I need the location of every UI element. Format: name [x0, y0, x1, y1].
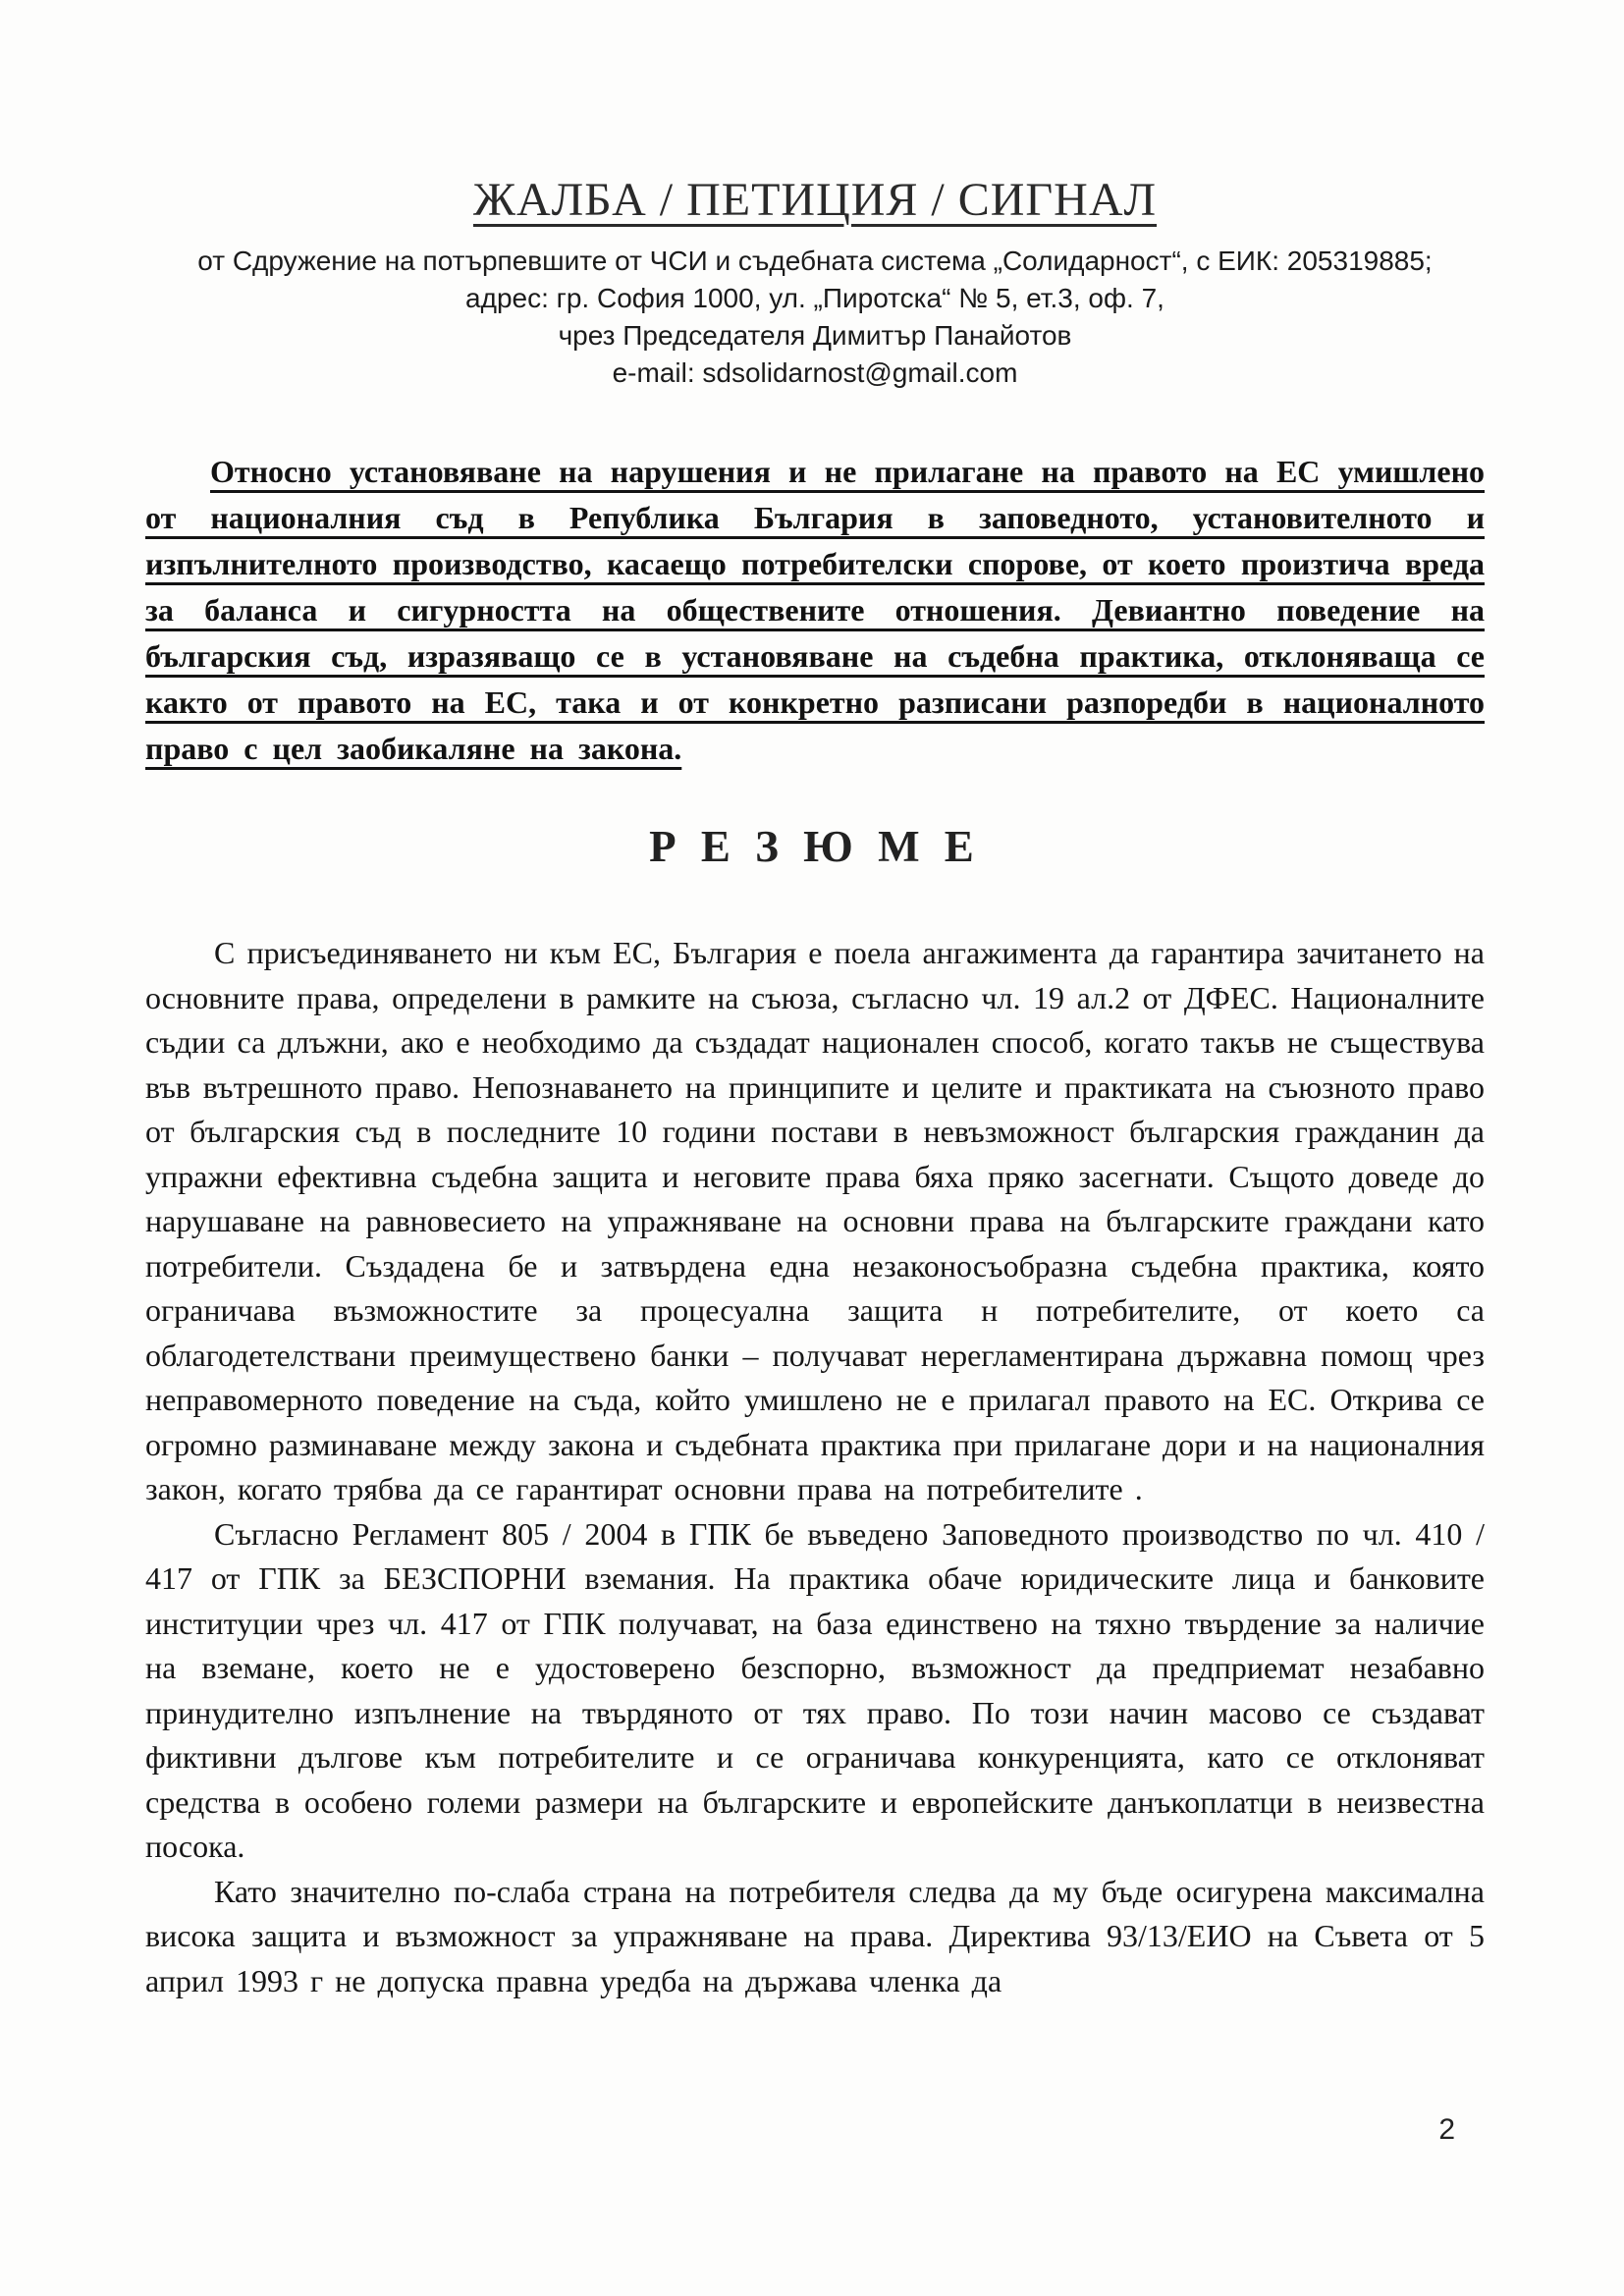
section-heading: Р Е З Ю М Е	[649, 822, 981, 871]
sender-address: адрес: гр. София 1000, ул. „Пиротска“ № 5, ет.3, оф. 7,	[465, 283, 1164, 313]
document-title: ЖАЛБА / ПЕТИЦИЯ / СИГНАЛ	[472, 174, 1158, 226]
body-paragraph: Като значително по-слаба страна на потребителя следва да му бъде осигурена максимална висока защита и възможност за упражняване на права. Директива 93/13/ЕИО на Съвета от 5 април 1993 г не допуска правна уредба на държава членка да	[145, 1873, 1485, 1998]
sender-organization: от Сдружение на потърпевшите от ЧСИ и съдебната система „Солидарност“, с ЕИК: 205319885;	[197, 246, 1433, 276]
body-paragraph: Съгласно Регламент 805 / 2004 в ГПК бе въведено Заповедното производство по чл. 410 / 417 от ГПК за БЕЗСПОРНИ вземания. На практика обаче юридическите лица и банковите институции чрез чл. 417 от ГПК получават, на база единствено на тяхно твърдение за наличие на вземане, което не е удостоверено безспорно, възможност да предприемат незабавно принудително изпълнение на твърдяното от тях право. По този начин масово се създават фиктивни дългове към потребителите и се ограничава конкуренцията, като се отклоняват средства в особено големи размери на българските и европейските данъкоплатци в неизвестна посока.	[145, 1515, 1485, 1864]
sender-block	[145, 243, 1485, 392]
sender-representative: чрез Председателя Димитър Панайотов	[558, 320, 1072, 351]
body-paragraph: С присъединяването ни към ЕС, България е поела ангажимента да гарантира зачитането на основните права, определени в рамките на съюза, съгласно чл. 19 ал.2 от ДФЕС. Националните съдии са длъжни, ако е необходимо да създадат национален способ, когато такъв не съществува във вътрешното право. Непознаването на принципите и целите и практиката на съюзното право от българския съд в последните 10 години постави в невъзможност българския гражданин да упражни ефективна съдебна защита и неговите права бяха пряко засегнати. Същото доведе до нарушаване на равновесието на упражняване на основни права на българските граждани като потребители. Създадена бе и затвърдена една незаконосъобразна съдебна практика, която ограничава възможностите за процесуална защита н потребителите, от което са облагодетелствани преимуществено банки – получават нерегламентирана държавна помощ чрез неправомерното поведение на съда, който умишлено не е прилагал правото на ЕС. Открива се огромно разминаване между закона и съдебната практика при прилагане дори и на националния закон, когато трябва да се гарантират основни права на потребителите .	[145, 935, 1485, 1506]
subject-paragraph: Относно установяване на нарушения и не прилагане на правото на ЕС умишлено от националния съд в Република България в заповедното, установителното и изпълнителното производство, касаещо потребителски спорове, от което произтича вреда за баланса и сигурността на обществените отношения. Девиантно поведение на българския съд, изразяващо се в установяване на съдебна практика, отклоняваща се както от правото на ЕС, така и от конкретно разписани разпоредби в националното право с цел заобикаляне на закона.	[145, 454, 1485, 766]
document-body	[145, 931, 1485, 2003]
sender-email: e-mail: sdsolidarnost@gmail.com	[612, 357, 1018, 388]
page-number: 2	[1438, 2113, 1455, 2146]
document-header	[145, 173, 1485, 227]
